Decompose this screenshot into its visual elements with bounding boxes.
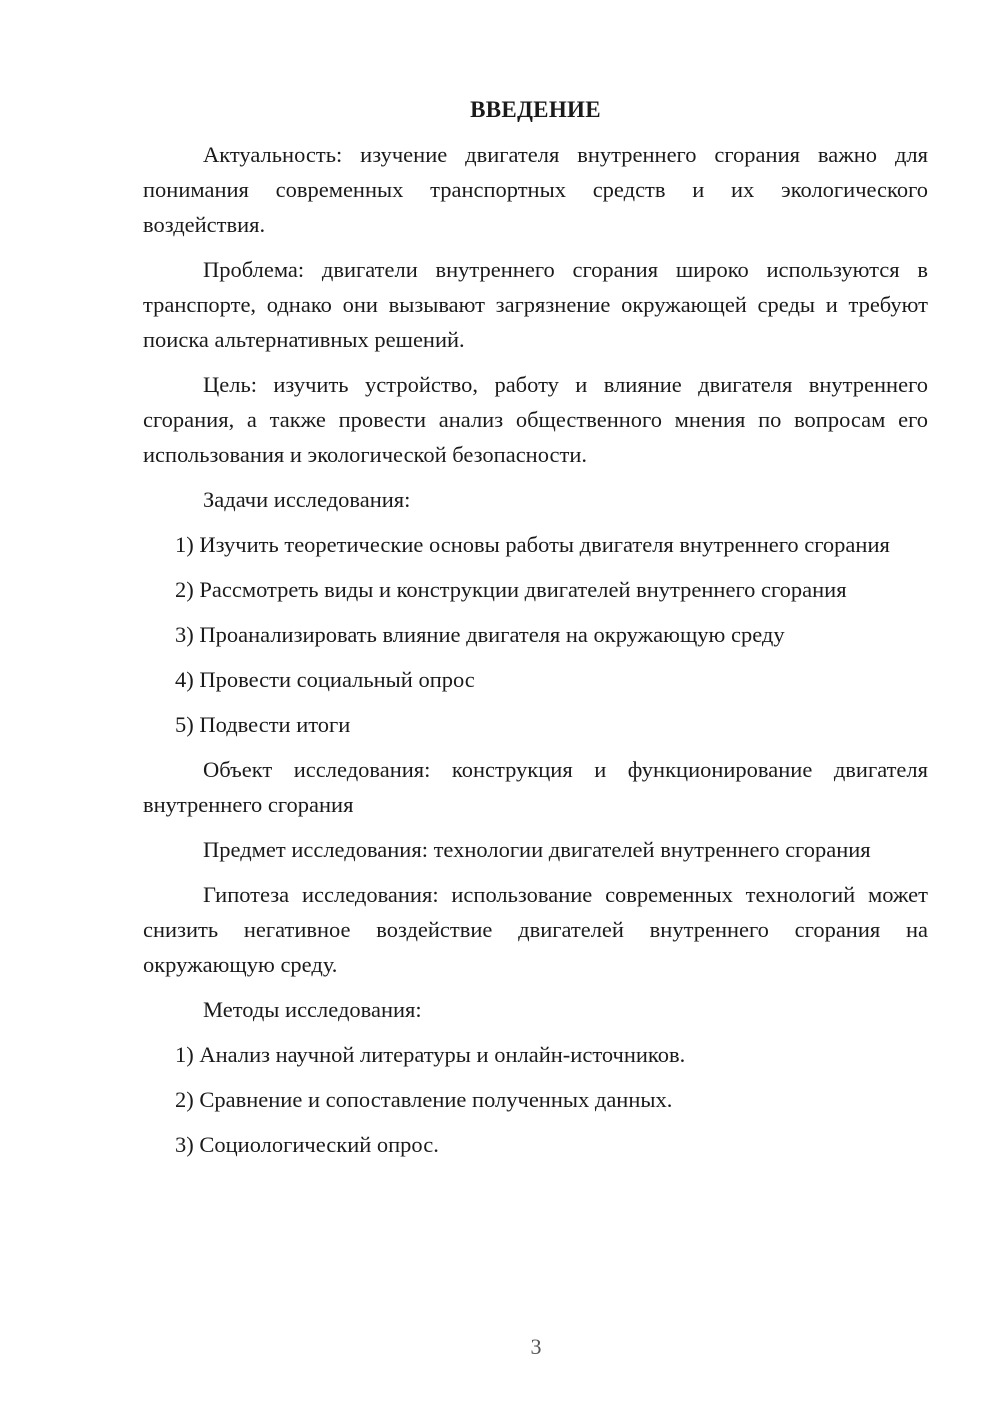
tasks-title: Задачи исследования: (203, 487, 411, 512)
method-item: 3) Социологический опрос. (175, 1132, 439, 1157)
task-item: 3) Проанализировать влияние двигателя на окружающую среду (175, 622, 785, 647)
page-number: 3 (530, 1334, 542, 1359)
subject-paragraph: Предмет исследования: технологии двигателей внутреннего сгорания (203, 837, 871, 862)
task-item: 5) Подвести итоги (175, 712, 351, 737)
method-item: 1) Анализ научной литературы и онлайн-источников. (175, 1042, 686, 1067)
goal-paragraph: Цель: изучить устройство, работу и влияние двигателя внутреннего сгорания, а также провести анализ общественного мнения по вопросам его использования и экологической безопасности. (143, 372, 928, 467)
relevance-paragraph: Актуальность: изучение двигателя внутреннего сгорания важно для понимания современных транспортных средств и их экологического воздействия. (143, 142, 928, 237)
object-paragraph: Объект исследования: конструкция и функционирование двигателя внутреннего сгорания (143, 757, 928, 817)
section-heading: ВВЕДЕНИЕ (470, 97, 601, 122)
methods-title: Методы исследования: (203, 997, 422, 1022)
method-item: 2) Сравнение и сопоставление полученных данных. (175, 1087, 673, 1112)
task-item: 4) Провести социальный опрос (175, 667, 475, 692)
task-item: 1) Изучить теоретические основы работы двигателя внутреннего сгорания (175, 532, 890, 557)
page-content (143, 92, 928, 1172)
hypothesis-paragraph: Гипотеза исследования: использование современных технологий может снизить негативное воздействие двигателей внутреннего сгорания на окружающую среду. (143, 882, 928, 977)
problem-paragraph: Проблема: двигатели внутреннего сгорания широко используются в транспорте, однако они вызывают загрязнение окружающей среды и требуют поиска альтернативных решений. (143, 257, 928, 352)
task-item: 2) Рассмотреть виды и конструкции двигателей внутреннего сгорания (175, 577, 847, 602)
